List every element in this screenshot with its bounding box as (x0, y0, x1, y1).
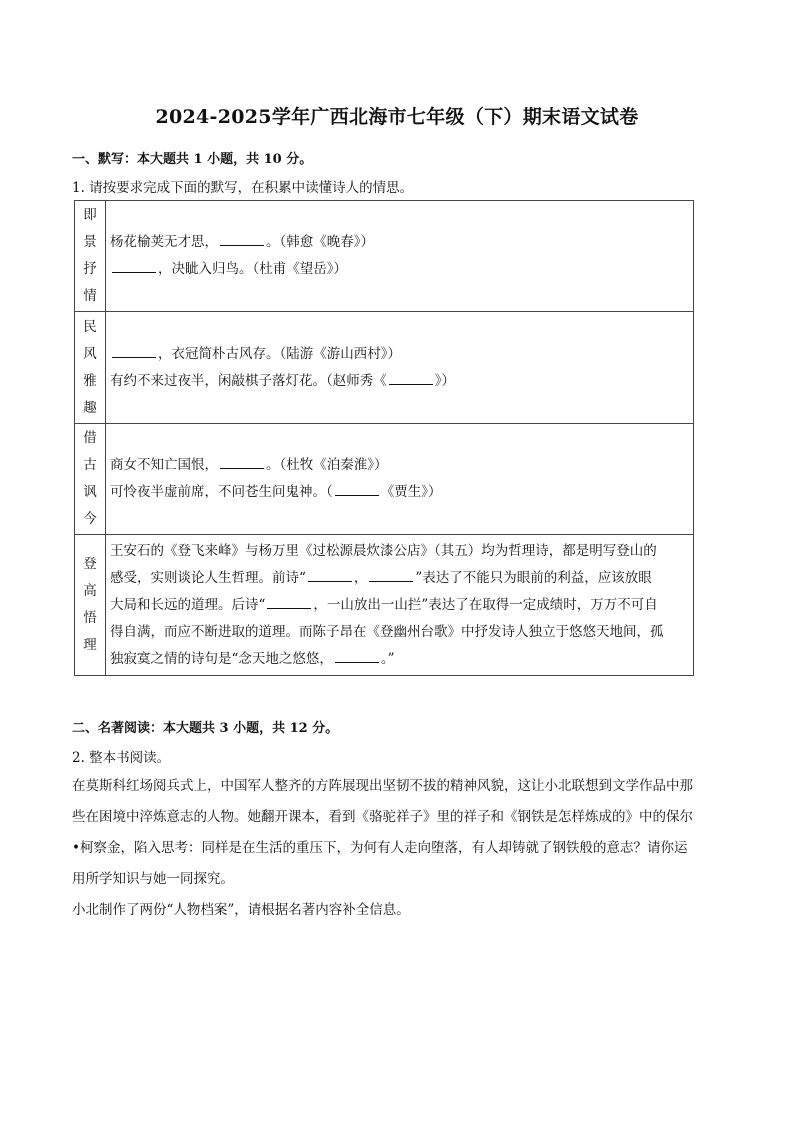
table-row (75, 535, 694, 676)
poem-line: 独寂寞之情的诗句是“念天地之悠悠， 。” (110, 646, 689, 673)
content-cell (106, 201, 694, 312)
poem-line: ，决眦入归鸟。（杜甫《望岳》） (110, 256, 689, 283)
answer-blank[interactable] (308, 567, 352, 582)
answer-blank[interactable] (112, 343, 156, 358)
poem-line: 可怜夜半虚前席，不问苍生问鬼神。（ 《贾生》） (110, 479, 689, 506)
passage-line: 用所学知识与她一同探究。 (72, 871, 234, 887)
table-row (75, 424, 694, 535)
answer-blank[interactable] (335, 481, 379, 496)
poem-line: 商女不知亡国恨， 。（杜牧《泊秦淮》） (110, 452, 689, 479)
passage-line: 在莫斯科红场阅兵式上，中国军人整齐的方阵展现出坚韧不拔的精神风貌，这让小北联想到文学作品中那 (72, 778, 693, 794)
question-1-prompt: 1. 请按要求完成下面的默写，在积累中读懂诗人的情思。 (72, 180, 414, 196)
category-cell: 民 风 雅 趣 (75, 312, 106, 424)
answer-blank[interactable] (220, 231, 264, 246)
content-cell (106, 424, 694, 535)
question-2-prompt: 2. 整本书阅读。 (72, 750, 171, 766)
page-title: 2024-2025学年广西北海市七年级（下）期末语文试卷 (155, 106, 639, 128)
content-cell (106, 535, 694, 676)
category-cell: 登 高 悟 理 (75, 535, 106, 676)
poem-line: 王安石的《登飞来峰》与杨万里《过松源晨炊漆公店》（其五）均为哲理诗，都是明写登山的 (110, 542, 657, 559)
poem-line: 得自满，而应不断进取的道理。而陈子昂在《登幽州台歌》中抒发诗人独立于悠悠天地间，孤 (110, 623, 664, 640)
table-row (75, 312, 694, 424)
category-cell: 即 景 抒 情 (75, 201, 106, 312)
category-cell: 借 古 讽 今 (75, 424, 106, 535)
answer-blank[interactable] (220, 454, 264, 469)
content-cell (106, 312, 694, 424)
passage-line: 些在困境中淬炼意志的人物。她翻开课本，看到《骆驼祥子》里的祥子和《钢铁是怎样炼成的》中的保尔 (72, 809, 693, 825)
answer-blank[interactable] (112, 258, 156, 273)
answer-blank[interactable] (267, 594, 311, 609)
poem-line: ，衣冠简朴古风存。（陆游《游山西村》） (110, 341, 689, 368)
answer-blank[interactable] (389, 370, 433, 385)
poem-line: 感受，实则谈论人生哲理。前诗“ ， ”表达了不能只为眼前的利益，应该放眼 (110, 565, 689, 592)
poem-dictation-table (74, 200, 694, 676)
section-1-header: 一、默写：本大题共 1 小题，共 10 分。 (72, 152, 313, 167)
poem-line: 杨花榆荚无才思， 。（韩愈《晚春》） (110, 229, 689, 256)
poem-line: 有约不来过夜半，闲敲棋子落灯花。（赵师秀《 》） (110, 368, 689, 395)
passage-line: •柯察金，陷入思考：同样是在生活的重压下，为何有人走向堕落，有人却铸就了钢铁般的意志？请你运 (72, 840, 688, 856)
table-row (75, 201, 694, 312)
passage-line: 小北制作了两份“人物档案”，请根据名著内容补全信息。 (72, 902, 410, 918)
answer-blank[interactable] (335, 648, 379, 663)
question-2-passage (72, 771, 720, 926)
poem-line: 大局和长远的道理。后诗“ ，一山放出一山拦”表达了在取得一定成绩时，万万不可自 (110, 592, 689, 619)
section-2-header: 二、名著阅读：本大题共 3 小题，共 12 分。 (72, 721, 339, 736)
answer-blank[interactable] (369, 567, 413, 582)
